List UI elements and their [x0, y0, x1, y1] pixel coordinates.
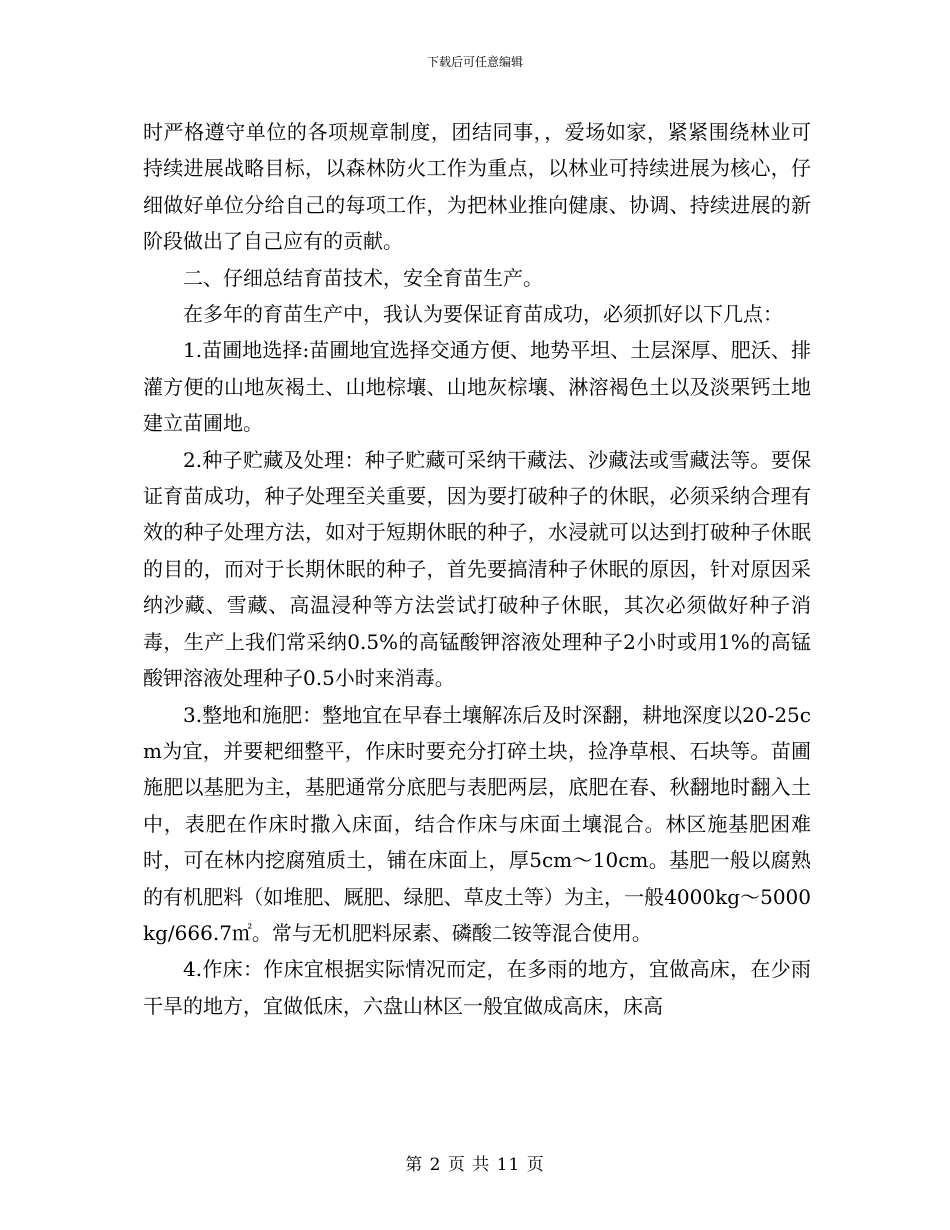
list-item: 1.苗圃地选择:苗圃地宜选择交通方便、地势平坦、土层深厚、肥沃、排灌方便的山地灰褐土、山地棕壤、山地灰棕壤、淋溶褐色土以及淡栗钙土地建立苗圃地。 — [143, 338, 811, 436]
paragraph: 时严格遵守单位的各项规章制度，团结同事，，爱场如家，紧紧围绕林业可持续进展战略目标，以森林防火工作为重点，以林业可持续进展为核心，仔细做好单位分给自己的每项工作，为把林业推向健康、协调、持续进展的新阶段做出了自己应有的贡献。 — [143, 120, 811, 254]
page-number: 第 2 页 共 11 页 — [405, 1155, 545, 1175]
paragraph: 在多年的育苗生产中，我认为要保证育苗成功，必须抓好以下几点： — [183, 302, 783, 327]
list-item: 3.整地和施肥：整地宜在早春土壤解冻后及时深翻，耕地深度以20-25cm为宜，并要耙细整平，作床时要充分打碎土块，捡净草根、石块等。苗圃施肥以基肥为主，基肥通常分底肥与表肥两层，底肥在春、秋翻地时翻入土中，表肥在作床时撒入床面，结合作床与床面土壤混合。林区施基肥困难时，可在林内挖腐殖质土，铺在床面上，厚5cm～10cm。基肥一般以腐熟的有机肥料（如堆肥、厩肥、绿肥、草皮土等）为主，一般4000kg～5000kg/666.7㎡。常与无机肥料尿素、磷酸二铵等混合使用。 — [143, 702, 811, 945]
section-heading: 二、仔细总结育苗技术，安全育苗生产。 — [183, 265, 543, 290]
page-header-note: 下载后可任意编辑 — [426, 55, 523, 69]
list-item: 2.种子贮藏及处理：种子贮藏可采纳干藏法、沙藏法或雪藏法等。要保证育苗成功，种子处理至关重要，因为要打破种子的休眠，必须采纳合理有效的种子处理方法，如对于短期休眠的种子，水浸就可以达到打破种子休眠的目的，而对于长期休眠的种子，首先要搞清种子休眠的原因，针对原因采纳沙藏、雪藏、高温浸种等方法尝试打破种子休眠，其次必须做好种子消毒，生产上我们常采纳0.5%的高锰酸钾溶液处理种子2小时或用1%的高锰酸钾溶液处理种子0.5小时来消毒。 — [143, 447, 811, 691]
list-item: 4.作床：作床宜根据实际情况而定，在多雨的地方，宜做高床，在少雨干旱的地方，宜做低床，六盘山林区一般宜做成高床，床高 — [143, 957, 811, 1018]
document-body — [143, 114, 811, 1024]
